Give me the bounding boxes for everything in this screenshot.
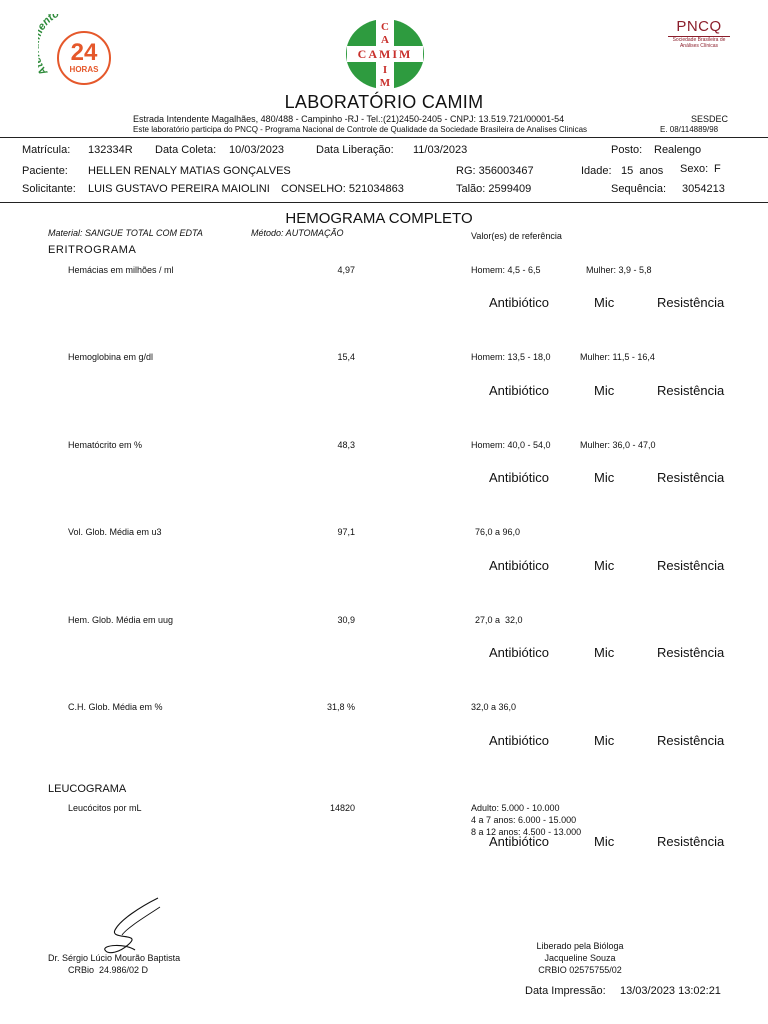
exam-value: 97,1	[337, 527, 355, 537]
posto-label: Posto:	[611, 144, 643, 156]
camim-logo-graphic	[345, 18, 425, 90]
sequencia-value: 3054213	[682, 183, 725, 195]
antibiotico-label: Antibiótico	[489, 470, 549, 485]
exam-value: 48,3	[337, 440, 355, 450]
logo-letter-c: C	[381, 21, 389, 33]
rg-value: RG: 356003467	[456, 165, 534, 177]
mic-label: Mic	[594, 834, 615, 849]
exam-name: C.H. Glob. Média em %	[68, 702, 163, 712]
badge-unit: HORAS	[69, 65, 99, 74]
mic-label: Mic	[594, 383, 615, 398]
header-divider	[0, 137, 768, 138]
reference-8-12-anos: 8 a 12 anos: 4.500 - 13.000	[471, 827, 582, 837]
posto-value: Realengo	[654, 144, 702, 156]
exam-name: Hem. Glob. Média em uug	[68, 615, 174, 625]
logo-letter-a: A	[381, 34, 389, 46]
resistencia-label: Resistência	[657, 295, 725, 310]
conselho-value: CONSELHO: 521034863	[281, 183, 404, 195]
mic-label: Mic	[594, 733, 615, 748]
exam-value: 31,8 %	[326, 702, 355, 712]
reference-range: 76,0 a 96,0	[475, 527, 521, 537]
reference-homem: Homem: 4,5 - 6,5	[471, 265, 541, 275]
mic-label: Mic	[594, 295, 615, 310]
solicitante-label: Solicitante:	[22, 183, 76, 195]
sesdec-code: E. 08/114889/98	[660, 125, 719, 134]
coleta-value: 10/03/2023	[229, 144, 285, 156]
doctor-signature	[100, 895, 170, 960]
reference-mulher: Mulher: 3,9 - 5,8	[586, 265, 652, 275]
doctor-name: Dr. Sérgio Lúcio Mourão Baptista	[48, 953, 181, 963]
pncq-logo	[664, 18, 734, 58]
solicitante-value: LUIS GUSTAVO PEREIRA MAIOLINI	[88, 183, 270, 195]
exam-material: Material: SANGUE TOTAL COM EDTA	[48, 228, 203, 238]
resistencia-label: Resistência	[657, 558, 725, 573]
resistencia-label: Resistência	[657, 470, 725, 485]
print-label: Data Impressão:	[525, 985, 606, 997]
pncq-title: PNCQ	[676, 18, 722, 35]
exam-value: 14820	[329, 803, 355, 813]
section-leucograma: LEUCOGRAMA	[48, 783, 127, 795]
sexo-value: F	[714, 163, 721, 175]
reference-header: Valor(es) de referência	[471, 231, 562, 241]
exam-title: HEMOGRAMA COMPLETO	[285, 210, 473, 227]
reference-mulher: Mulher: 36,0 - 47,0	[580, 440, 656, 450]
reference-mulher: Mulher: 11,5 - 16,4	[580, 352, 655, 362]
patient-divider	[0, 202, 768, 203]
exam-name: Leucócitos por mL	[68, 803, 142, 813]
antibiotico-label: Antibiótico	[489, 295, 549, 310]
idade-value: 15 anos	[621, 165, 664, 177]
matricula-label: Matrícula:	[22, 144, 71, 156]
exam-name: Hematócrito em %	[68, 440, 143, 450]
mic-label: Mic	[594, 558, 615, 573]
reference-homem: Homem: 40,0 - 54,0	[471, 440, 551, 450]
reference-4-7-anos: 4 a 7 anos: 6.000 - 15.000	[471, 815, 577, 825]
antibiotico-label: Antibiótico	[489, 834, 549, 849]
reference-homem: Homem: 13,5 - 18,0	[471, 352, 551, 362]
atendimento-24h-badge	[38, 14, 120, 86]
pncq-note: Este laboratório participa do PNCQ - Programa Nacional de Controle de Qualidade da Sociedade Brasileira de Analises Clinicas	[133, 125, 588, 134]
logo-letter-m: M	[379, 77, 391, 89]
sesdec-label: SESDEC	[691, 114, 729, 124]
lab-name: LABORATÓRIO CAMIM	[284, 92, 484, 112]
exam-name: Hemoglobina em g/dl	[68, 352, 154, 362]
reference-range: 27,0 a 32,0	[475, 615, 523, 625]
badge-top-text: nto	[39, 14, 62, 28]
talao-value: Talão: 2599409	[456, 183, 532, 195]
reference-range: 32,0 a 36,0	[471, 702, 517, 712]
sequencia-label: Sequência:	[611, 183, 667, 195]
lab-address: Estrada Intendente Magalhães, 480/488 - Campinho -RJ - Tel.:(21)2450-2405 - CNPJ: 13.519.721/00001-54	[133, 114, 565, 124]
antibiotico-label: Antibiótico	[489, 733, 549, 748]
exam-name: Hemácias em milhões / ml	[68, 265, 174, 275]
print-date: 13/03/2023 13:02:21	[620, 985, 721, 997]
paciente-value: HELLEN RENALY MATIAS GONÇALVES	[88, 165, 291, 177]
mic-label: Mic	[594, 645, 615, 660]
exam-metodo: Método: AUTOMAÇÃO	[251, 228, 344, 238]
badge-number: 24	[70, 39, 98, 66]
paciente-label: Paciente:	[22, 165, 68, 177]
mic-label: Mic	[594, 470, 615, 485]
logo-word: CAMIM	[357, 47, 413, 61]
liberacao-label: Data Liberação:	[316, 144, 394, 156]
pncq-subtitle: Sociedade Brasileira de Análises Clínicas	[672, 37, 726, 49]
exam-name: Vol. Glob. Média em u3	[68, 527, 162, 537]
exam-value: 4,97	[337, 265, 355, 275]
coleta-label: Data Coleta:	[155, 144, 217, 156]
biologist-name: Jacqueline Souza	[544, 953, 616, 963]
liberacao-value: 11/03/2023	[413, 144, 468, 156]
camim-logo	[345, 18, 425, 90]
svg-text:Atendimento	[38, 14, 61, 78]
idade-label: Idade:	[581, 165, 612, 177]
antibiotico-label: Antibiótico	[489, 383, 549, 398]
biologist-crbio: CRBIO 02575755/02	[538, 965, 622, 975]
exam-value: 30,9	[337, 615, 355, 625]
logo-letter-i: I	[382, 64, 388, 76]
badge-graphic	[38, 14, 120, 86]
biologist-line1: Liberado pela Bióloga	[536, 941, 624, 951]
resistencia-label: Resistência	[657, 834, 725, 849]
exam-value: 15,4	[337, 352, 355, 362]
resistencia-label: Resistência	[657, 733, 725, 748]
signature-graphic	[100, 895, 170, 960]
antibiotico-label: Antibiótico	[489, 645, 549, 660]
reference-adulto: Adulto: 5.000 - 10.000	[471, 803, 560, 813]
resistencia-label: Resistência	[657, 383, 725, 398]
section-eritrograma: ERITROGRAMA	[48, 244, 137, 256]
matricula-value: 132334R	[88, 144, 133, 156]
sexo-label: Sexo:	[680, 163, 709, 175]
antibiotico-label: Antibiótico	[489, 558, 549, 573]
resistencia-label: Resistência	[657, 645, 725, 660]
doctor-crbio: CRBio 24.986/02 D	[68, 965, 149, 975]
